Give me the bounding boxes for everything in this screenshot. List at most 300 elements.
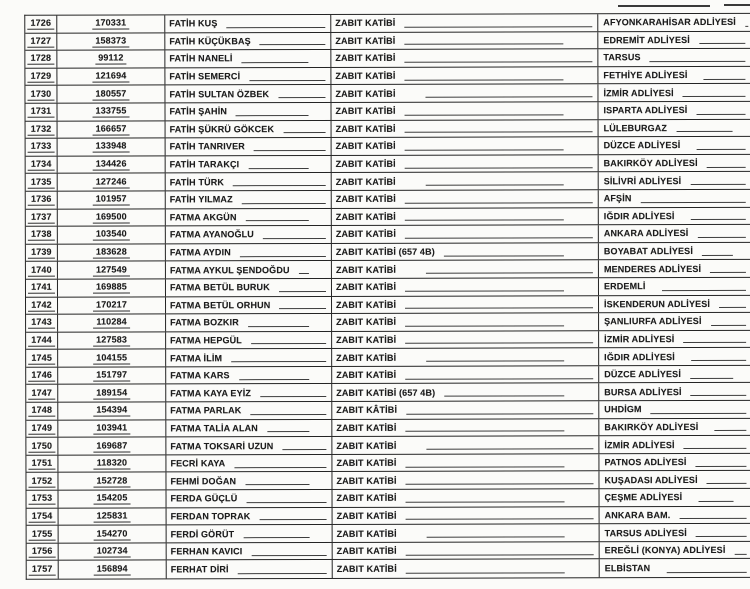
registry-number: 103540 [93,229,130,241]
table-row [26,225,750,244]
row-number-cell [26,332,58,349]
assignment-cell [598,84,750,101]
row-number: 1726 [27,18,54,30]
registry-number-cell [58,367,166,384]
row-number: 1756 [29,546,56,558]
registry-number-cell [58,156,166,173]
registry-number: 180557 [92,88,129,100]
row-number-cell [26,438,58,455]
assignment-cell [599,260,750,277]
person-name: FATMA KARS [170,370,230,381]
person-name-cell [166,332,332,349]
row-number-cell [26,473,58,490]
person-name-cell [166,261,332,278]
row-number: 1750 [29,440,56,452]
assignment-name: AFYONKARAHİSAR ADLİYESİ [603,17,736,28]
registry-number-cell [58,420,166,437]
job-title: ZABIT KATİBİ [335,106,396,117]
row-number: 1734 [28,159,55,171]
person-name-cell [166,121,332,138]
assignment-cell [600,506,750,523]
registry-number: 102734 [94,546,131,558]
table-row [25,31,750,50]
row-number-cell [26,139,58,156]
assignment-cell [598,14,750,31]
table-row [26,260,750,279]
row-number: 1739 [28,247,55,259]
person-name: FATMA BETÜL BURUK [169,282,270,293]
table-row [26,454,750,473]
row-number-cell [26,192,58,209]
table-row [27,524,750,543]
registry-number-cell [59,508,167,525]
row-number-cell [27,543,59,560]
assignment-name: EDREMİT ADLİYESİ [603,34,690,46]
job-title-cell [333,542,600,559]
assignment-cell [599,331,750,348]
job-title-cell [332,137,599,154]
registry-number: 99112 [95,53,126,65]
registry-number: 127583 [93,334,130,346]
person-name-cell [165,68,331,85]
job-title: ZABIT KATİBİ [336,352,397,363]
row-number-cell [27,491,59,508]
job-title: ZABIT KATİBİ [335,123,396,134]
assignment-cell [599,190,750,207]
job-title-cell [333,524,600,541]
person-name-cell [165,85,331,102]
row-number-cell [26,368,58,385]
job-title-cell [332,419,599,436]
registry-number: 169687 [93,440,130,452]
registry-number-cell [59,526,167,543]
person-name-cell [166,384,332,401]
assignment-name: ŞANLIURFA ADLİYESİ [604,316,702,327]
row-number-cell [25,16,57,33]
table-row [26,295,750,314]
table-row [25,102,750,121]
row-number-cell [25,104,57,121]
table-row [26,331,750,350]
registry-number-cell [57,68,165,85]
registry-number: 133755 [93,106,130,118]
person-name: FERDA GÜÇLÜ [170,493,238,504]
table-row [26,172,750,191]
assignment-cell [599,119,750,136]
person-name: FATİH KUŞ [169,18,218,29]
assignment-name: PATNOS ADLİYESİ [604,457,687,468]
assignment-cell [599,243,750,260]
person-name-cell [167,490,333,507]
person-name: FECRİ KAYA [170,458,226,469]
person-name: FATİH TANRIVER [169,141,245,152]
table-row [25,84,750,103]
registry-number: 154270 [94,528,131,540]
person-name-cell [166,244,332,261]
job-title: ZABIT KATİBİ [336,563,397,575]
person-name: FERHAT DİRİ [170,564,229,575]
row-number-cell [26,385,58,402]
row-number-cell [26,315,58,332]
registry-number: 110284 [93,317,129,329]
person-name: FATİH SEMERCİ [169,71,241,82]
person-name: FATİH YILMAZ [169,194,233,205]
assignment-name: IĞDIR ADLİYESİ [604,351,675,362]
row-number-cell [25,68,57,85]
job-title: ZABIT KATİBİ [335,18,396,29]
person-name-cell [167,560,333,578]
row-number: 1757 [29,564,56,576]
table-row [26,119,750,138]
assignment-cell [598,31,750,48]
table-body [25,14,750,579]
job-title: ZABIT KATİBİ [336,528,397,539]
person-name: FATMA AYKUL ŞENDOĞDU [169,264,290,275]
job-title: ZABIT KATİBİ [336,457,397,469]
job-title: ZABIT KATİBİ [335,70,396,82]
job-title-cell [332,366,599,383]
registry-number-cell [58,139,166,156]
row-number-cell [25,51,57,68]
registry-number-cell [57,86,165,103]
assignment-cell [598,67,750,84]
job-title: ZABIT KATİBİ [336,493,397,504]
job-title-cell [332,208,599,225]
registry-number-cell [58,262,166,279]
job-title: ZABIT KATİBİ [335,35,396,46]
table-row [26,313,750,332]
table-row [26,348,750,367]
registry-number: 158373 [92,35,129,47]
job-title: ZABIT KATİBİ [335,229,396,240]
row-number: 1745 [28,352,55,364]
assignment-name: İZMİR ADLİYESİ [604,334,675,345]
table-row [27,559,750,578]
person-name: FATMA TOKSARİ UZUN [170,440,274,451]
assignment-name: ANKARA ADLİYESİ [603,228,689,239]
table-row [26,471,750,490]
table-row [26,383,750,402]
job-title: ZABIT KATİBİ [336,475,397,486]
assignment-name: AFŞİN [603,193,632,204]
table-row [26,207,750,226]
table-row [25,49,750,68]
registry-number-cell [59,561,167,579]
job-title: ZABIT KATİBİ [336,317,397,328]
person-name: FATMA BOZKIR [170,317,239,328]
registry-number: 125831 [94,510,131,522]
registry-number: 121694 [92,71,129,83]
row-number-cell [26,403,58,420]
row-number-cell [26,244,58,261]
assignment-name: LÜLEBURGAZ [603,122,668,134]
person-name-cell [166,296,332,313]
table-row [25,67,750,86]
registry-number-cell [57,51,165,68]
registry-number: 127246 [93,176,130,188]
person-name-cell [165,50,331,67]
row-number-cell [27,526,59,543]
row-number: 1736 [28,194,55,206]
registry-number: 154394 [93,405,130,417]
job-title: ZABIT KATİBİ [335,281,397,293]
assignment-name: TARSUS [603,52,641,63]
person-name: FEHMİ DOĞAN [170,475,237,487]
assignment-name: UHDİGM [604,404,642,415]
registry-number-cell [59,490,167,507]
assignment-cell [599,436,750,453]
job-title: ZABIT KATİBİ [335,141,396,152]
row-number: 1741 [28,282,55,294]
row-number-cell [26,350,58,367]
registry-number: 166657 [93,123,130,135]
row-number-cell [26,262,58,279]
registry-number: 189154 [93,387,130,399]
assignment-cell [600,542,750,559]
row-number-cell [25,33,57,50]
registry-number: 169885 [93,282,130,294]
assignment-name: BOYABAT ADLİYESİ [603,246,693,257]
person-name: FATMA PARLAK [170,405,242,416]
job-title: ZABIT KATİBİ [336,440,397,451]
table-row [26,366,750,385]
registry-number: 151797 [93,370,130,382]
row-number-cell [26,156,58,173]
job-title-cell [332,349,599,366]
job-title: ZABIT KATİBİ [336,299,397,310]
person-name: FATMA TALİA ALAN [170,423,258,434]
person-name: FATMA AYANOĞLU [169,229,254,240]
row-number: 1744 [28,335,55,347]
registry-number-cell [58,402,166,419]
person-name: FERDAN TOPRAK [170,511,251,522]
job-title-cell [331,49,598,66]
person-name-cell [166,191,332,208]
row-number: 1728 [28,53,55,65]
row-number-cell [26,227,58,244]
person-name-cell [166,279,332,296]
registry-number: 134426 [93,159,130,171]
row-number-cell [26,209,58,226]
person-name: FATMA HEPGÜL [170,335,242,346]
table-row [26,419,750,438]
assignment-name: IĞDIR ADLİYESİ [603,210,675,222]
registry-number-cell [58,244,166,261]
job-title: ZABIT KATİBİ [336,545,397,557]
table-row [26,155,750,174]
registry-number-cell [58,279,166,296]
person-name: FATİH ŞAHİN [169,106,228,117]
job-title-cell [332,243,599,260]
registry-number: 170217 [93,299,130,311]
row-number: 1730 [28,88,55,100]
row-number: 1740 [28,264,55,276]
person-name-cell [166,208,332,225]
job-title-cell [332,313,599,330]
row-number: 1738 [28,229,55,241]
row-number: 1727 [28,36,55,48]
person-name-cell [166,349,332,366]
person-name: FATMA İLİM [170,352,223,363]
registry-number-cell [58,438,166,455]
row-number: 1746 [28,370,55,382]
job-title-cell [332,454,599,471]
table-row [26,436,750,455]
row-number-cell [26,174,58,191]
assignment-name: FETHİYE ADLİYESİ [603,70,688,81]
row-number-cell [26,297,58,314]
row-number: 1743 [28,317,55,329]
assignment-cell [598,49,750,66]
person-name-cell [166,455,332,472]
row-number: 1747 [28,387,55,399]
assignment-name: İZMİR ADLİYESİ [603,87,674,98]
registry-number-cell [57,33,165,50]
row-number: 1753 [29,493,56,505]
person-name-cell [166,402,332,419]
person-name: FATMA AYDIN [169,247,231,258]
job-title-cell [332,384,599,401]
registry-number-cell [58,227,166,244]
row-number-cell [27,561,59,579]
person-name: FATİH TARAKÇI [169,159,240,170]
registry-number-cell [57,103,165,120]
job-title-cell [332,261,599,278]
assignment-name: BAKIRKÖY ADLİYESİ [603,158,698,169]
job-title: ZABIT KATİBİ [336,422,397,433]
assignment-cell [599,471,750,488]
job-title: ZABIT KATİBİ [335,264,397,275]
row-number: 1748 [28,405,55,417]
assignment-cell [600,559,750,577]
person-name-cell [166,226,332,243]
job-title-cell [332,190,599,207]
person-name-cell [166,156,332,173]
registry-number: 152728 [93,475,130,487]
job-title: ZABIT KATİBİ [335,88,396,99]
table-row [26,278,750,297]
job-title-cell [332,155,599,172]
person-name: FATİH SULTAN ÖZBEK [169,88,270,100]
job-title: ZABIT KATİBİ [335,176,396,187]
person-name-cell [167,508,333,525]
assignment-name: BAKIRKÖY ADLİYESİ [604,421,699,433]
person-name: FERDİ GÖRÜT [170,528,235,539]
table-row [26,243,750,262]
job-title: ZABIT KÂTİBİ [336,405,398,416]
job-title-cell [331,67,598,84]
person-name: FATMA BETÜL ORHUN [170,299,271,311]
person-name-cell [165,15,331,32]
assignment-name: İSKENDERUN ADLİYESİ [604,298,711,310]
registry-number: 133948 [93,141,130,153]
registry-number-cell [58,121,166,138]
table-row [26,401,750,420]
person-name-cell [165,33,331,50]
assignment-cell [599,348,750,365]
job-title-cell [331,14,598,31]
job-title-cell [331,85,598,102]
job-title-cell [332,225,599,242]
assignment-cell [599,295,750,312]
person-name-cell [165,103,331,120]
job-title: ZABIT KATİBİ [335,211,396,222]
job-title-cell [333,507,600,524]
job-title: ZABIT KATİBİ [336,510,397,521]
job-title-cell [331,102,598,119]
registry-number-cell [58,209,166,226]
assignment-name: DÜZCE ADLİYESİ [604,369,681,380]
registry-number-cell [58,174,166,191]
assignment-name: İZMİR ADLİYESİ [604,439,675,450]
registry-number: 170331 [92,18,129,30]
row-number: 1754 [29,511,56,523]
assignment-cell [599,137,750,154]
assignment-name: BURSA ADLİYESİ [604,386,682,398]
assignment-cell [599,313,750,330]
assignment-cell [598,102,750,119]
table-row [26,137,750,156]
person-name: FATMA AKGÜN [169,212,237,223]
row-number-cell [26,456,58,473]
job-title-cell [331,32,598,49]
job-title-cell [332,331,599,348]
person-name-cell [166,420,332,437]
job-title: ZABIT KATİBİ [335,53,396,64]
assignment-name: MENDERES ADLİYESİ [603,263,702,274]
row-number: 1729 [28,71,55,83]
job-title: ZABIT KATİBİ [336,334,397,345]
person-name-cell [166,367,332,384]
assignment-cell [599,207,750,224]
registry-number-cell [59,543,167,560]
registry-number-cell [58,473,166,490]
assignment-name: DÜZCE ADLİYESİ [603,140,681,151]
row-number: 1749 [29,423,56,435]
row-number-cell [27,508,59,525]
job-title-cell [332,401,599,418]
registry-number-cell [58,455,166,472]
assignment-cell [600,489,750,506]
registry-number: 103941 [93,422,130,434]
registry-number-cell [58,332,166,349]
row-number: 1733 [28,141,55,153]
registry-number: 127549 [93,264,130,276]
person-name-cell [166,472,332,489]
person-name: FATMA KAYA EYİZ [170,387,252,399]
table-row [27,542,750,561]
assignment-name: ANKARA BAM. [604,509,671,521]
job-title-cell [333,489,600,506]
registry-number: 118320 [94,458,130,470]
registry-number-cell [58,191,166,208]
row-number: 1732 [28,124,55,136]
registry-number: 104155 [93,352,130,364]
person-name: FATİH TÜRK [169,176,225,188]
job-title-cell [332,120,599,137]
table-row [27,506,750,525]
assignment-cell [599,225,750,242]
assignment-cell [599,172,750,189]
personnel-table [24,13,750,580]
registry-number: 183628 [93,247,130,259]
assignment-cell [599,366,750,383]
assignment-name: ERDEMLİ [603,281,646,292]
job-title: ZABIT KATİBİ [336,369,397,381]
row-number: 1731 [28,106,55,118]
job-title-cell [333,560,600,578]
table-row [27,489,750,508]
